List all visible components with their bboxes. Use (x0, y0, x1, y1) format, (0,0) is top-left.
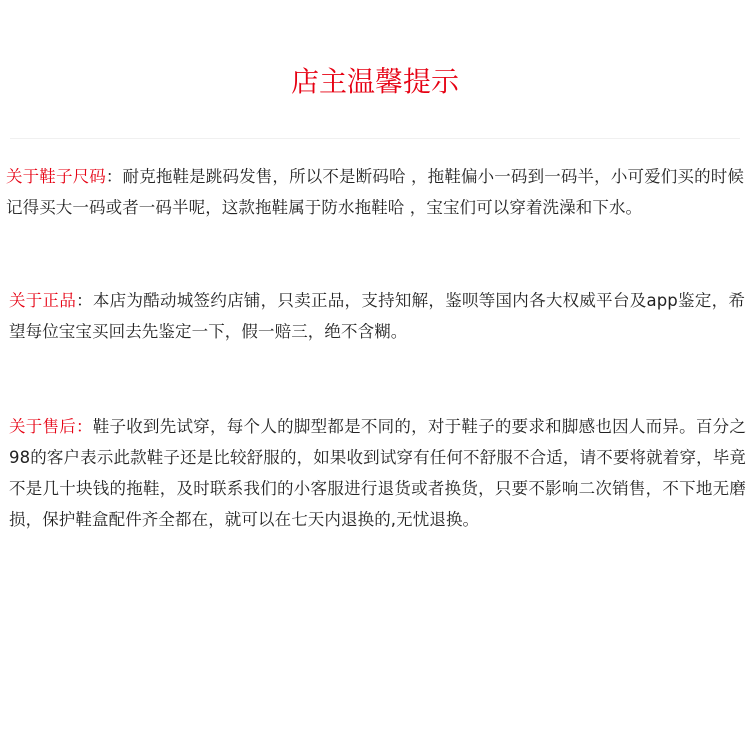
page-title: 店主温馨提示 (290, 65, 459, 98)
authenticity-notice-text: ：本店为酷动城签约店铺，只卖正品，支持知解，鉴呗等国内各大权威平台及app鉴定，希望每位宝宝买回去先鉴定一下，假一赔三，绝不含糊。 (9, 291, 745, 341)
after-sales-notice (9, 411, 746, 535)
after-sales-notice-label: 关于售后： (9, 417, 93, 436)
authenticity-notice (9, 285, 745, 347)
authenticity-notice-label: 关于正品 (9, 291, 77, 310)
title-divider (10, 138, 740, 139)
size-notice-label: 关于鞋子尺码 (6, 167, 106, 186)
size-notice (6, 161, 744, 223)
after-sales-notice-text: 鞋子收到先试穿，每个人的脚型都是不同的，对于鞋子的要求和脚感也因人而异。百分之98的客户表示此款鞋子还是比较舒服的，如果收到试穿有任何不舒服不合适，请不要将就着穿，毕竟不是几十块钱的拖鞋，及时联系我们的小客服进行退货或者换货，只要不影响二次销售，不下地无磨损，保护鞋盒配件齐全都在，就可以在七天内退换的,无忧退换。 (9, 417, 747, 529)
size-notice-text: ：耐克拖鞋是跳码发售，所以不是断码哈 ，拖鞋偏小一码到一码半，小可爱们买的时候记得买大一码或者一码半呢，这款拖鞋属于防水拖鞋哈 ，宝宝们可以穿着洗澡和下水。 (6, 167, 744, 217)
